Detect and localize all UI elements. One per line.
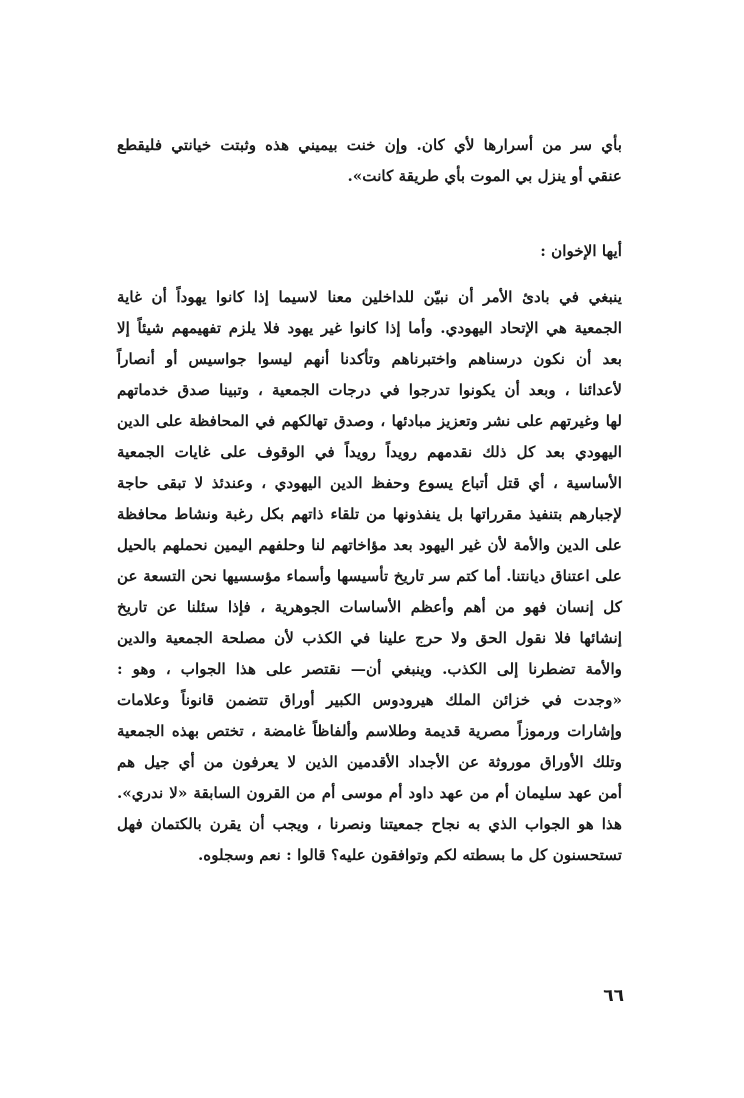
text-line: بعد أن نكون درسناهم واختبرناهم وتأكدنا أنهم ليسوا جواسيس أو أنصاراً <box>117 350 622 368</box>
text-line: والأمة تضطرنا إلى الكذب. وينبغي أن— نقتصر على هذا الجواب ، وهو : <box>117 660 622 678</box>
text-line: وتلك الأوراق موروثة عن الأجداد الأقدمين الذين لا يعرفون من أي جيل هم <box>117 753 622 771</box>
text-line: وإشارات ورموزاً مصرية قديمة وطلاسم وألفاظاً غامضة ، تختص بهذه الجمعية <box>117 722 622 740</box>
text-line: عنقي أو ينزل بي الموت بأي طريقة كانت». <box>347 167 622 185</box>
text-line: على اعتناق ديانتنا. أما كتم سر تاريخ تأسيسها وأسماء مؤسسيها نحن التسعة عن <box>117 567 622 585</box>
text-line: أمن عهد سليمان أم من عهد داود أم موسى أم من القرون السابقة «لا ندري». <box>117 784 622 802</box>
text-line: إنشائها فلا نقول الحق ولا حرج علينا في الكذب لأن مصلحة الجمعية والدين <box>117 629 622 647</box>
text-line: ينبغي في بادئ الأمر أن نبيّن للداخلين معنا لاسيما إذا كانوا يهوداً أن غاية <box>117 288 622 306</box>
text-line: بأي سر من أسرارها لأي كان. وإن خنت بيميني هذه وثبتت خيانتي فليقطع <box>117 136 622 154</box>
text-line: لها وغيرتهم على نشر وتعزيز مبادئها ، وصدق تهالكهم في المحافظة على الدين <box>117 412 622 430</box>
text-line: كل إنسان فهو من أهم وأعظم الأساسات الجوهرية ، فإذا سئلنا عن تاريخ <box>117 598 622 616</box>
text-line: الأساسية ، أي قتل أتباع يسوع وحفظ الدين اليهودي ، وعندئذ لا تبقى حاجة <box>117 474 622 492</box>
text-line: «وجدت في خزائن الملك هيرودوس الكبير أوراق تتضمن قانوناً وعلامات <box>117 691 622 709</box>
paragraph-address <box>117 236 622 267</box>
text-line: على الدين والأمة لأن غير اليهود بعد مؤاخاتهم لنا وحلفهم اليمين نحملهم بالحيل <box>117 536 622 554</box>
text-line: هذا هو الجواب الذي به نجاح جمعيتنا ونصرنا ، ويجب أن يقرن بالكتمان فهل <box>117 815 622 833</box>
page-number: ٦٦ <box>603 986 624 1006</box>
text-line: لأعدائنا ، وبعد أن يكونوا تدرجوا في درجات الجمعية ، وتبينا صدق خدماتهم <box>117 381 622 399</box>
text-line: اليهودي بعد كل ذلك نقدمهم رويداً رويداً في الوقوف على غايات الجمعية <box>117 443 622 461</box>
paragraph-oath-end <box>117 130 622 192</box>
text-line: تستحسنون كل ما بسطته لكم وتوافقون عليه؟ قالوا : نعم وسجلوه. <box>197 846 622 864</box>
paragraph-main-body <box>117 282 622 871</box>
text-line: أيها الإخوان : <box>540 242 622 260</box>
text-line: الجمعية هي الإتحاد اليهودي. وأما إذا كانوا غير يهود فلا يلزم تفهيمهم شيئاً إلا <box>117 319 622 337</box>
text-line: لإجبارهم بتنفيذ مقرراتها بل ينفذونها من تلقاء ذاتهم بكل رغبة ونشاط محافظة <box>117 505 622 523</box>
